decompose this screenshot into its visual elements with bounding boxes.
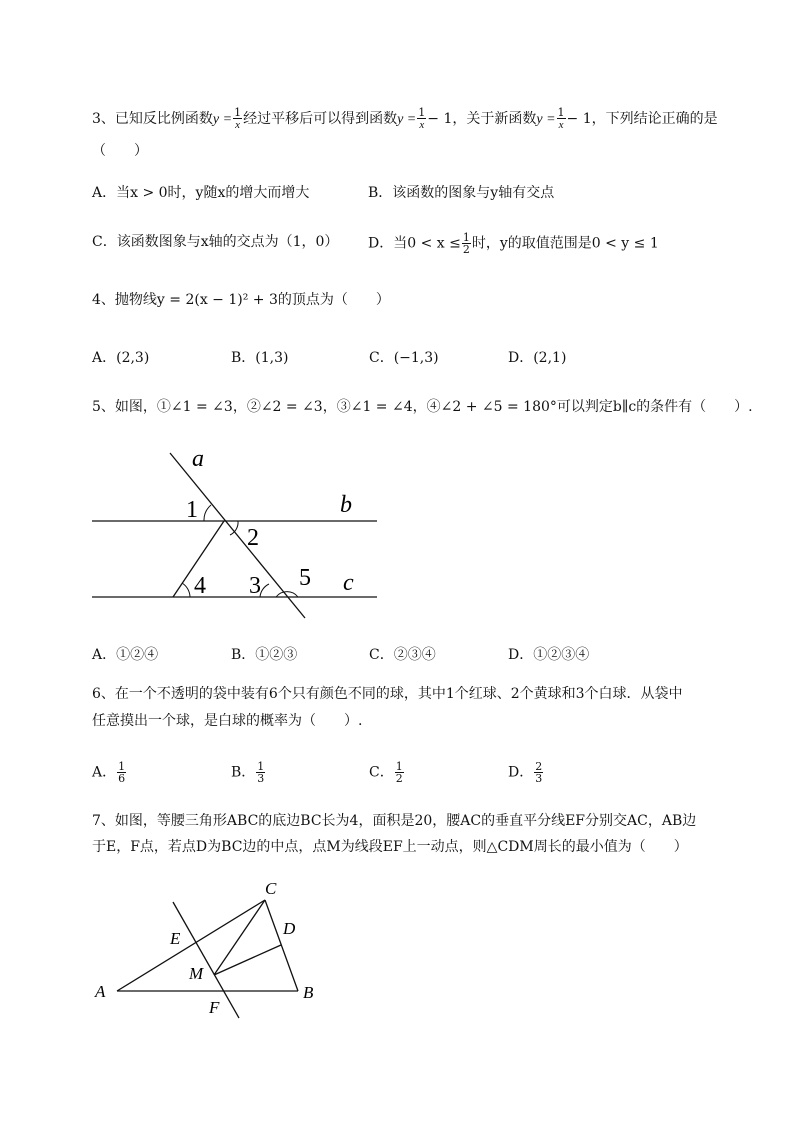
q3-option-a[interactable]: A．当x > 0时，y随x的增大而增大	[92, 185, 310, 201]
q5-stem: 5、如图，①∠1 = ∠3，②∠2 = ∠3，③∠1 = ∠4，④∠2 + ∠5 = 180°可以判定b∥c的条件有（ ）.	[92, 399, 753, 415]
q7-stem-line1: 7、如图，等腰三角形ABC的底边BC长为4，面积是20，腰AC的垂直平分线EF分别交AC，AB边	[92, 813, 697, 829]
label-B: B	[303, 983, 314, 1002]
label-M: M	[189, 964, 204, 983]
line-a	[170, 453, 305, 618]
q3-answer-paren: （ ）	[92, 143, 148, 159]
q6-option-c[interactable]	[369, 761, 405, 784]
label-c: c	[343, 570, 354, 596]
q5-figure	[90, 440, 390, 625]
label-a: a	[192, 446, 204, 472]
label-E: E	[170, 929, 181, 948]
q6-option-d-fraction: $\frac{2}{3}$	[535, 760, 543, 785]
q6-option-b[interactable]	[231, 761, 266, 784]
label-A: A	[95, 982, 106, 1001]
q3-fraction: $\frac{1}{x}$	[234, 106, 242, 131]
angle-3-arc	[260, 584, 269, 597]
side-bc	[265, 900, 298, 991]
q6-stem-line2: 任意摸出一个球，是白球的概率为（ ）.	[92, 713, 363, 729]
q3-stem	[92, 107, 718, 131]
q3-option-d-text: D．当0 < x ≤	[368, 235, 461, 252]
q4-option-a[interactable]: A．(2,3)	[92, 350, 150, 366]
q3-formula: y =	[536, 112, 556, 127]
q6-option-c-label: C．	[369, 764, 394, 781]
q3-option-b[interactable]: B．该函数的图象与y轴有交点	[368, 185, 555, 201]
q4-option-d[interactable]: D．(2,1)	[508, 350, 567, 366]
q3-formula: y =	[212, 112, 233, 127]
angle-1-arc	[204, 505, 211, 521]
q6-stem-line1: 6、在一个不透明的袋中装有6个只有颜色不同的球，其中1个红球、2个黄球和3个白球．从袋中	[92, 686, 683, 702]
q3-formula-tail: − 1	[427, 111, 453, 127]
q6-option-d[interactable]	[508, 761, 544, 784]
q3-formula: y =	[397, 112, 417, 127]
q4-option-b[interactable]: B．(1,3)	[231, 350, 289, 366]
q5-option-b[interactable]: B．①②③	[231, 647, 298, 663]
q3-stem-text: 3、已知反比例函数	[92, 111, 213, 127]
q7-figure	[90, 872, 330, 1022]
q3-option-d[interactable]	[368, 232, 659, 255]
q6-option-a-fraction: $\frac{1}{6}$	[118, 760, 126, 785]
angle-4-arc	[182, 583, 190, 597]
label-angle-3: 3	[249, 573, 261, 599]
label-angle-4: 4	[194, 573, 206, 599]
q6-option-b-label: B．	[231, 764, 256, 781]
q7-stem-line2: 于E，F点，若点D为BC边的中点，点M为线段EF上一动点，则△CDM周长的最小值为（ ）	[92, 839, 688, 855]
q6-option-a[interactable]	[92, 761, 127, 784]
q5-option-d[interactable]: D．①②③④	[508, 647, 590, 663]
label-C: C	[265, 879, 277, 898]
label-F: F	[209, 998, 220, 1017]
q4-option-c[interactable]: C．(−1,3)	[369, 350, 439, 366]
q3-fraction: $\frac{1}{x}$	[418, 106, 426, 131]
q3-formula-tail: − 1	[566, 111, 592, 127]
q3-fraction: $\frac{1}{x}$	[557, 106, 565, 131]
q3-option-d-text: 时，y的取值范围是0 < y ≤ 1	[471, 235, 659, 252]
label-b: b	[340, 492, 352, 518]
q3-stem-text: ，下列结论正确的是	[591, 111, 718, 127]
q4-stem: 4、抛物线y = 2(x − 1)² + 3的顶点为（ ）	[92, 292, 390, 308]
q6-option-c-fraction: $\frac{1}{2}$	[395, 760, 403, 785]
q3-option-c[interactable]: C．该函数图象与x轴的交点为（1，0）	[92, 234, 339, 250]
label-angle-1: 1	[186, 497, 198, 523]
label-angle-2: 2	[247, 525, 259, 551]
line-ef	[173, 902, 239, 1018]
q6-option-d-label: D．	[508, 764, 534, 781]
q3-stem-text: ，关于新函数	[452, 111, 537, 127]
label-D: D	[283, 919, 296, 938]
label-angle-5: 5	[299, 565, 311, 591]
q6-option-b-fraction: $\frac{1}{3}$	[257, 760, 265, 785]
q3-stem-text: 经过平移后可以得到函数	[243, 111, 398, 127]
q3-option-d-fraction: $\frac{1}{2}$	[462, 231, 470, 256]
q6-option-a-label: A．	[92, 764, 117, 781]
q5-option-a[interactable]: A．①②④	[92, 647, 159, 663]
q5-option-c[interactable]: C．②③④	[369, 647, 436, 663]
